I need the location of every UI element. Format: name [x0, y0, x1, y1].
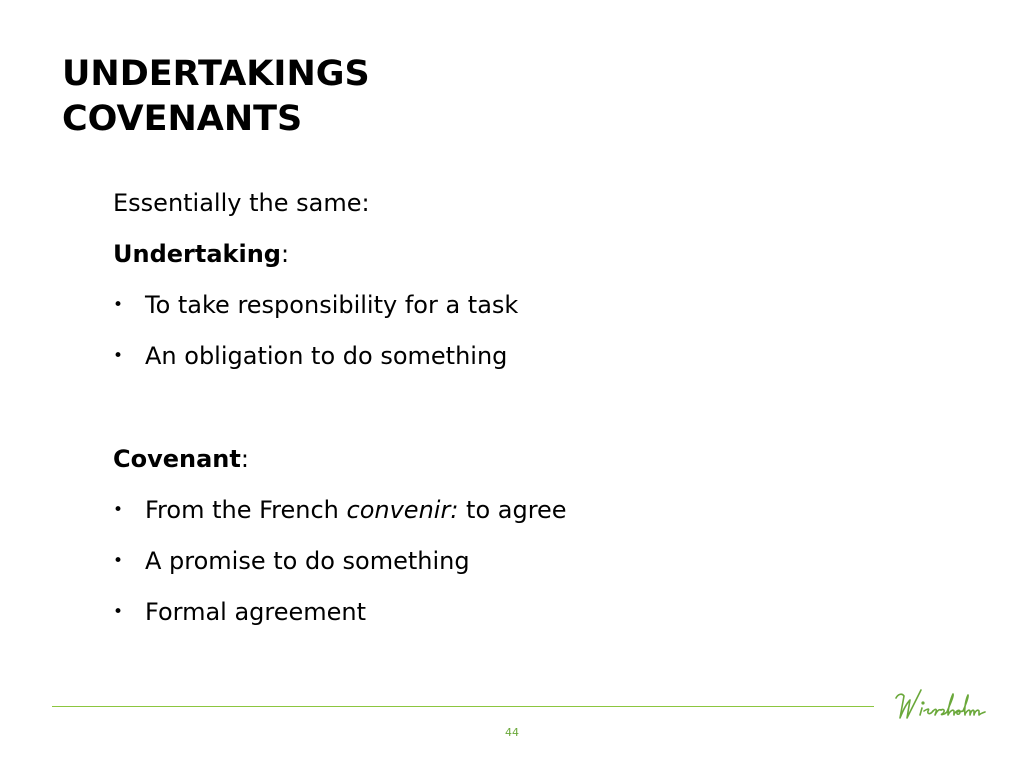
- intro-text: Essentially the same:: [113, 189, 370, 217]
- page-number: 44: [505, 726, 519, 739]
- list-item: [113, 341, 507, 371]
- bullet-icon: •: [113, 551, 124, 571]
- covenant-colon: :: [240, 445, 249, 473]
- covenant-bullet-1-prefix: From the French: [145, 496, 347, 524]
- bullet-icon: •: [113, 346, 124, 366]
- undertaking-term: Undertaking: [113, 240, 281, 268]
- covenant-bullet-1-suffix: to agree: [458, 496, 567, 524]
- list-item: [113, 290, 518, 320]
- covenant-bullet-1-italic: convenir:: [346, 496, 459, 524]
- undertaking-bullet-1: To take responsibility for a task: [145, 291, 519, 319]
- covenant-term: Covenant: [113, 445, 241, 473]
- list-item: [113, 495, 567, 525]
- undertaking-colon: :: [281, 240, 290, 268]
- title-line-2: COVENANTS: [62, 99, 303, 139]
- wiersholm-logo: [890, 684, 990, 726]
- covenant-heading: [113, 444, 249, 474]
- bullet-icon: •: [113, 500, 124, 520]
- covenant-bullet-3: Formal agreement: [145, 598, 367, 626]
- title-line-1: UNDERTAKINGS: [62, 54, 370, 94]
- bullet-icon: •: [113, 602, 124, 622]
- bullet-icon: •: [113, 295, 124, 315]
- undertaking-heading: [113, 239, 289, 269]
- list-item: [113, 546, 470, 576]
- covenant-bullet-2: A promise to do something: [145, 547, 470, 575]
- slide-title: [62, 52, 370, 142]
- undertaking-bullet-2: An obligation to do something: [145, 342, 508, 370]
- list-item: [113, 597, 366, 627]
- footer-divider: [52, 706, 874, 707]
